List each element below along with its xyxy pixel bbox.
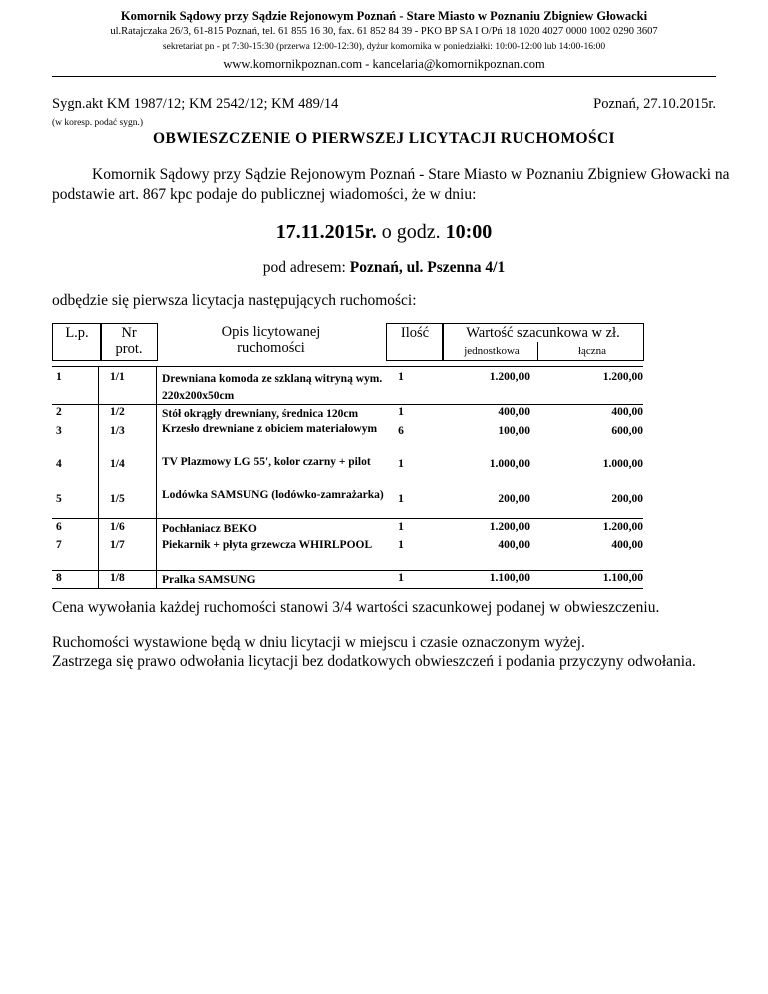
- cell-nr: 1/7: [110, 539, 125, 551]
- header-unit: jednostkowa: [464, 345, 520, 357]
- cell-unit: 1.200,00: [489, 521, 530, 533]
- row-divider: [52, 570, 643, 571]
- header-nr-1: Nr: [121, 325, 137, 341]
- header-nr-2: prot.: [115, 341, 143, 357]
- header-cell-qty: [386, 323, 444, 361]
- header-cell-desc: [156, 323, 386, 359]
- cell-lp: 8: [56, 572, 62, 584]
- cell-unit: 1.100,00: [489, 572, 530, 584]
- cell-qty: 1: [398, 406, 404, 418]
- cell-qty: 1: [398, 539, 404, 551]
- notice-title: OBWIESZCZENIE O PIERWSZEJ LICYTACJI RUCHOMOŚCI: [153, 130, 615, 147]
- header-total: łączna: [577, 345, 607, 357]
- cell-lp: 2: [56, 406, 62, 418]
- intro-line-1: Komornik Sądowy przy Sądzie Rejonowym Poznań - Stare Miasto w Poznaniu Zbigniew Głowacki na: [92, 166, 730, 183]
- cell-qty: 1: [398, 371, 404, 383]
- header-cell-value: [442, 323, 644, 361]
- cell-desc: Piekarnik + płyta grzewcza WHIRLPOOL: [162, 539, 373, 551]
- cell-nr: 1/3: [110, 425, 125, 437]
- date-connector: o godz.: [376, 221, 446, 243]
- header-cell-nr: [100, 323, 158, 361]
- cell-unit: 200,00: [498, 493, 530, 505]
- cancel-note: Zastrzega się prawo odwołania licytacji bez dodatkowych obwieszczeń i podania przyczyny odwołania.: [52, 653, 696, 670]
- col-divider: [98, 366, 99, 588]
- header-lp: L.p.: [65, 325, 89, 341]
- auction-date: 17.11.2015r.: [275, 221, 377, 243]
- cell-nr: 1/2: [110, 406, 125, 418]
- header-value: Wartość szacunkowa w zł.: [466, 325, 620, 341]
- cell-qty: 6: [398, 425, 404, 437]
- cell-desc: Pochłaniacz BEKO: [162, 523, 257, 535]
- cell-desc: Drewniana komoda ze szklaną witryną wym. 220x200x50cm: [162, 373, 383, 402]
- table-bottom-border: [52, 588, 643, 589]
- header-value-divider: [537, 342, 538, 360]
- header-desc-1: Opis licytowanej: [221, 324, 321, 340]
- col-divider: [156, 366, 157, 588]
- correspondence-note: (w koresp. podać sygn.): [52, 118, 144, 128]
- address-prefix: pod adresem:: [262, 259, 350, 276]
- office-name: Komornik Sądowy przy Sądzie Rejonowym Poznań - Stare Miasto w Poznaniu Zbigniew Głowacki: [120, 9, 648, 23]
- auction-address: [0, 259, 768, 277]
- cell-qty: 1: [398, 458, 404, 470]
- office-address: ul.Ratajczaka 26/3, 61-815 Poznań, tel. 61 855 16 30, fax. 61 852 84 39 - PKO BP SA I O/Pń 18 1020 4027 0000 1002 0290 3607: [110, 26, 658, 37]
- cell-total: 1.100,00: [602, 572, 643, 584]
- cell-lp: 5: [56, 493, 62, 505]
- cell-desc: TV Plazmowy LG 55', kolor czarny + pilot: [162, 456, 371, 468]
- address-value: Poznań, ul. Pszenna 4/1: [349, 259, 506, 276]
- price-note: Cena wywołania każdej ruchomości stanowi 3/4 wartości szacunkowej podanej w obwieszczeniu.: [52, 599, 660, 616]
- cell-nr: 1/4: [110, 458, 125, 470]
- cell-unit: 1.000,00: [489, 458, 530, 470]
- auction-datetime: [0, 221, 768, 244]
- row-divider: [52, 518, 643, 519]
- cell-lp: 1: [56, 371, 62, 383]
- cell-nr: 1/6: [110, 521, 125, 533]
- cell-desc: Lodówka SAMSUNG (lodówko-zamrażarka): [162, 489, 384, 501]
- cell-unit: 400,00: [498, 406, 530, 418]
- cell-total: 600,00: [611, 425, 643, 437]
- office-contact[interactable]: www.komornikpoznan.com - kancelaria@komornikpoznan.com: [223, 57, 545, 71]
- intro-line-2: podstawie art. 867 kpc podaje do publicznej wiadomości, że w dniu:: [52, 186, 477, 203]
- cell-total: 1.000,00: [602, 458, 643, 470]
- header-divider: [52, 76, 716, 77]
- cell-total: 1.200,00: [602, 521, 643, 533]
- cell-total: 400,00: [611, 406, 643, 418]
- cell-unit: 100,00: [498, 425, 530, 437]
- cell-nr: 1/1: [110, 371, 125, 383]
- header-qty: Ilość: [400, 325, 430, 341]
- cell-unit: 1.200,00: [489, 371, 530, 383]
- auction-intro: odbędzie się pierwsza licytacja następujących ruchomości:: [52, 292, 417, 309]
- cell-qty: 1: [398, 521, 404, 533]
- header-cell-lp: [52, 323, 102, 361]
- header-desc-2: ruchomości: [237, 340, 305, 356]
- cell-desc: Pralka SAMSUNG: [162, 574, 256, 586]
- cell-total: 400,00: [611, 539, 643, 551]
- location-note: Ruchomości wystawione będą w dniu licytacji w miejscu i czasie oznaczonym wyżej.: [52, 634, 585, 651]
- office-hours: sekretariat pn - pt 7:30-15:30 (przerwa 12:00-12:30), dyżur komornika w poniedziałki: 10:00-12:00 lub 14:00-16:00: [162, 42, 606, 52]
- cell-total: 1.200,00: [602, 371, 643, 383]
- table-top-border: [52, 366, 643, 367]
- place-date: Poznań, 27.10.2015r.: [593, 96, 716, 112]
- cell-qty: 1: [398, 493, 404, 505]
- cell-total: 200,00: [611, 493, 643, 505]
- row-divider: [52, 404, 643, 405]
- case-reference: Sygn.akt KM 1987/12; KM 2542/12; KM 489/14: [52, 96, 339, 112]
- cell-unit: 400,00: [498, 539, 530, 551]
- cell-nr: 1/8: [110, 572, 125, 584]
- cell-lp: 6: [56, 521, 62, 533]
- cell-lp: 4: [56, 458, 62, 470]
- cell-lp: 3: [56, 425, 62, 437]
- cell-desc: Krzesło drewniane z obiciem materiałowym: [162, 423, 378, 435]
- cell-desc: Stół okrągły drewniany, średnica 120cm: [162, 408, 359, 420]
- cell-nr: 1/5: [110, 493, 125, 505]
- cell-qty: 1: [398, 572, 404, 584]
- auction-time: 10:00: [445, 221, 493, 243]
- cell-lp: 7: [56, 539, 62, 551]
